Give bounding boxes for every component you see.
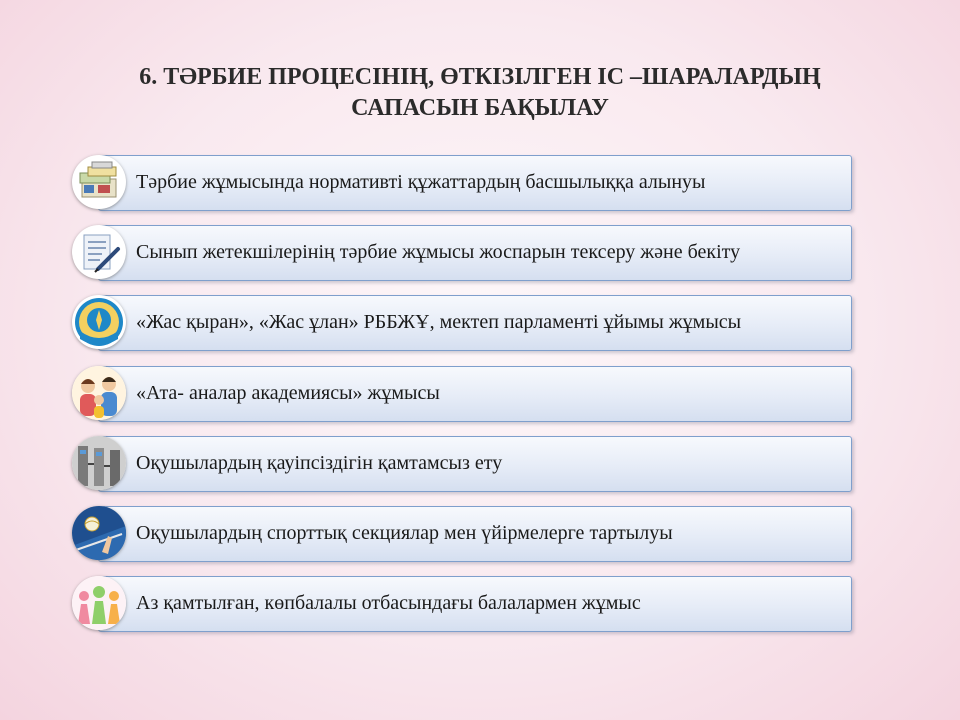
turnstile-icon xyxy=(72,436,126,490)
family-icon xyxy=(72,366,126,420)
list-item xyxy=(70,506,852,564)
list-item xyxy=(70,155,852,213)
volleyball-icon xyxy=(72,506,126,560)
list-item xyxy=(70,295,852,353)
list-item-text: Оқушылардың қауіпсіздігін қамтамсыз ету xyxy=(136,451,503,474)
list-item xyxy=(70,576,852,634)
list-item xyxy=(70,436,852,494)
list-item-text: Оқушылардың спорттық секциялар мен үйірмелерге тартылуы xyxy=(136,521,673,544)
list-item xyxy=(70,366,852,424)
list-item-text: «Жас қыран», «Жас ұлан» РББЖҰ, мектеп парламенті ұйымы жұмысы xyxy=(136,310,742,333)
list-item xyxy=(70,225,852,283)
list-item-text: Аз қамтылған, көпбалалы отбасындағы балалармен жұмыс xyxy=(136,591,641,614)
documents-icon xyxy=(72,155,126,209)
slide-title xyxy=(40,62,920,124)
zhas-ulan-emblem-icon xyxy=(72,295,126,349)
pen-paper-icon xyxy=(72,225,126,279)
slide-title-line-1: 6. ТӘРБИЕ ПРОЦЕСІНІҢ, ӨТКІЗІЛГЕН ІС –ШАРАЛАРДЫҢ xyxy=(139,64,821,90)
list-item-text: Тәрбие жұмысында нормативті құжаттардың басшылыққа алынуы xyxy=(136,170,706,193)
slide-title-line-2: САПАСЫН БАҚЫЛАУ xyxy=(351,95,609,121)
children-icon xyxy=(72,576,126,630)
list-item-text: Сынып жетекшілерінің тәрбие жұмысы жоспарын тексеру және бекіту xyxy=(136,240,741,263)
list-item-text: «Ата- аналар академиясы» жұмысы xyxy=(136,381,440,404)
